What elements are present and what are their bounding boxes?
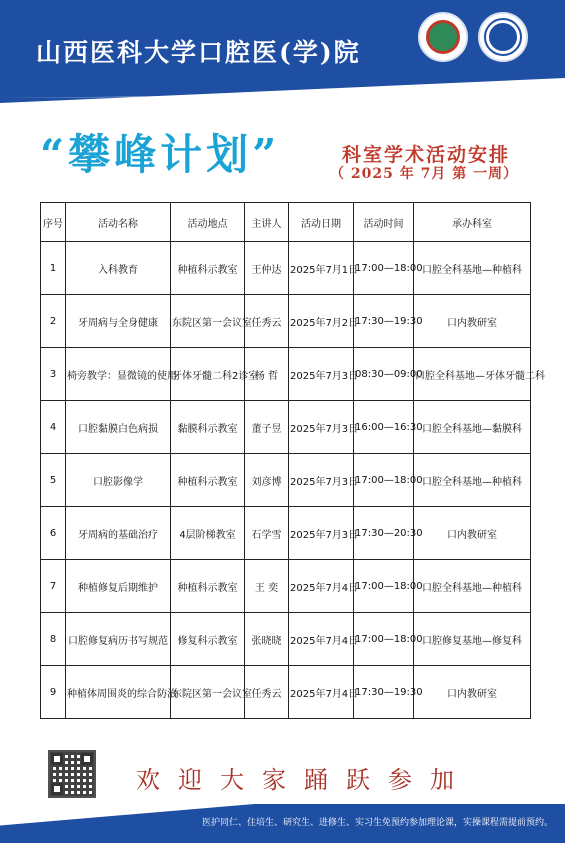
table-row: [41, 242, 531, 295]
table-header-row: [41, 203, 531, 242]
cell-index: 4: [41, 401, 66, 454]
cell-department: 口内教研室: [414, 507, 531, 560]
cell-index: 8: [41, 613, 66, 666]
header-location: 活动地点: [171, 203, 245, 242]
university-logo-icon: [478, 12, 528, 62]
table-row: [41, 401, 531, 454]
schedule-table: [40, 202, 545, 719]
header-time: 活动时间: [354, 203, 414, 242]
cell-time: 17:00—18:00: [354, 613, 414, 666]
cell-date: 2025年7月3日: [289, 348, 354, 401]
cell-department: 口腔修复基地—修复科: [414, 613, 531, 666]
cell-activity: 口腔黏膜白色病损: [66, 401, 171, 454]
cell-department: 口腔全科基地—种植科: [414, 454, 531, 507]
cell-date: 2025年7月1日: [289, 242, 354, 295]
cell-location: 种植科示教室: [171, 560, 245, 613]
cell-location: 种植科示教室: [171, 242, 245, 295]
table-row: [41, 454, 531, 507]
cell-time: 17:30—19:30: [354, 666, 414, 719]
cell-index: 3: [41, 348, 66, 401]
cell-speaker: 刘彦博: [245, 454, 289, 507]
cell-activity: 口腔影像学: [66, 454, 171, 507]
cell-date: 2025年7月4日: [289, 560, 354, 613]
cell-index: 2: [41, 295, 66, 348]
school-name: 山西医科大学口腔医(学)院: [36, 38, 361, 67]
table-row: [41, 560, 531, 613]
cell-time: 17:30—19:30: [354, 295, 414, 348]
cell-department: 口腔全科基地—种植科: [414, 560, 531, 613]
cell-location: 黏膜科示教室: [171, 401, 245, 454]
cell-time: 17:00—18:00: [354, 454, 414, 507]
table-row: [41, 507, 531, 560]
cell-index: 5: [41, 454, 66, 507]
cell-index: 1: [41, 242, 66, 295]
header-activity: 活动名称: [66, 203, 171, 242]
cell-activity: 牙周病的基础治疗: [66, 507, 171, 560]
cell-location: 种植科示教室: [171, 454, 245, 507]
cell-speaker: 任秀云: [245, 295, 289, 348]
cell-time: 17:00—18:00: [354, 560, 414, 613]
program-subtitle: 科室学术活动安排: [342, 144, 511, 166]
cell-index: 7: [41, 560, 66, 613]
cell-location: 牙体牙髓二科2诊室: [171, 348, 245, 401]
qr-code-icon: [48, 750, 96, 798]
header-department: 承办科室: [414, 203, 531, 242]
cell-date: 2025年7月3日: [289, 454, 354, 507]
cell-department: 口内教研室: [414, 666, 531, 719]
week-date-range: （ 2025 年 7月 第 一周）: [330, 166, 519, 182]
cell-date: 2025年7月3日: [289, 507, 354, 560]
cell-time: 16:00—16:30: [354, 401, 414, 454]
cell-time: 08:30—09:00: [354, 348, 414, 401]
cell-date: 2025年7月2日: [289, 295, 354, 348]
cell-activity: 椅旁教学：显微镜的使用: [66, 348, 171, 401]
cell-speaker: 王仲达: [245, 242, 289, 295]
cell-activity: 种植修复后期维护: [66, 560, 171, 613]
cell-location: 4层阶梯教室: [171, 507, 245, 560]
cell-speaker: 王 奕: [245, 560, 289, 613]
cell-speaker: 石学雪: [245, 507, 289, 560]
footer-note: 医护同仁、住培生、研究生、进修生、实习生免预约参加理论课，实操课程需提前预约。: [201, 818, 553, 828]
cell-location: 东院区第一会议室: [171, 666, 245, 719]
cell-speaker: 任秀云: [245, 666, 289, 719]
cell-time: 17:30—20:30: [354, 507, 414, 560]
header-index: 序号: [41, 203, 66, 242]
table-row: [41, 613, 531, 666]
cell-index: 9: [41, 666, 66, 719]
cell-activity: 种植体周围炎的综合防治: [66, 666, 171, 719]
welcome-message: 欢迎大家踊跃参加: [136, 766, 472, 794]
header-date: 活动日期: [289, 203, 354, 242]
cell-department: 口内教研室: [414, 295, 531, 348]
cell-department: 口腔全科基地—牙体牙髓二科: [414, 348, 531, 401]
hospital-logo-icon: [418, 12, 468, 62]
table-row: [41, 295, 531, 348]
cell-date: 2025年7月4日: [289, 666, 354, 719]
cell-time: 17:00—18:00: [354, 242, 414, 295]
program-title: “攀峰计划”: [40, 130, 281, 179]
table-row: [41, 666, 531, 719]
cell-date: 2025年7月4日: [289, 613, 354, 666]
cell-department: 口腔全科基地—黏膜科: [414, 401, 531, 454]
cell-location: 修复科示教室: [171, 613, 245, 666]
cell-speaker: 董子昱: [245, 401, 289, 454]
cell-department: 口腔全科基地—种植科: [414, 242, 531, 295]
cell-speaker: 张晓晓: [245, 613, 289, 666]
cell-index: 6: [41, 507, 66, 560]
cell-activity: 入科教育: [66, 242, 171, 295]
header-speaker: 主讲人: [245, 203, 289, 242]
cell-activity: 牙周病与全身健康: [66, 295, 171, 348]
cell-activity: 口腔修复病历书写规范: [66, 613, 171, 666]
cell-speaker: 杨 哲: [245, 348, 289, 401]
cell-location: 东院区第一会议室: [171, 295, 245, 348]
table-row: [41, 348, 531, 401]
cell-date: 2025年7月3日: [289, 401, 354, 454]
